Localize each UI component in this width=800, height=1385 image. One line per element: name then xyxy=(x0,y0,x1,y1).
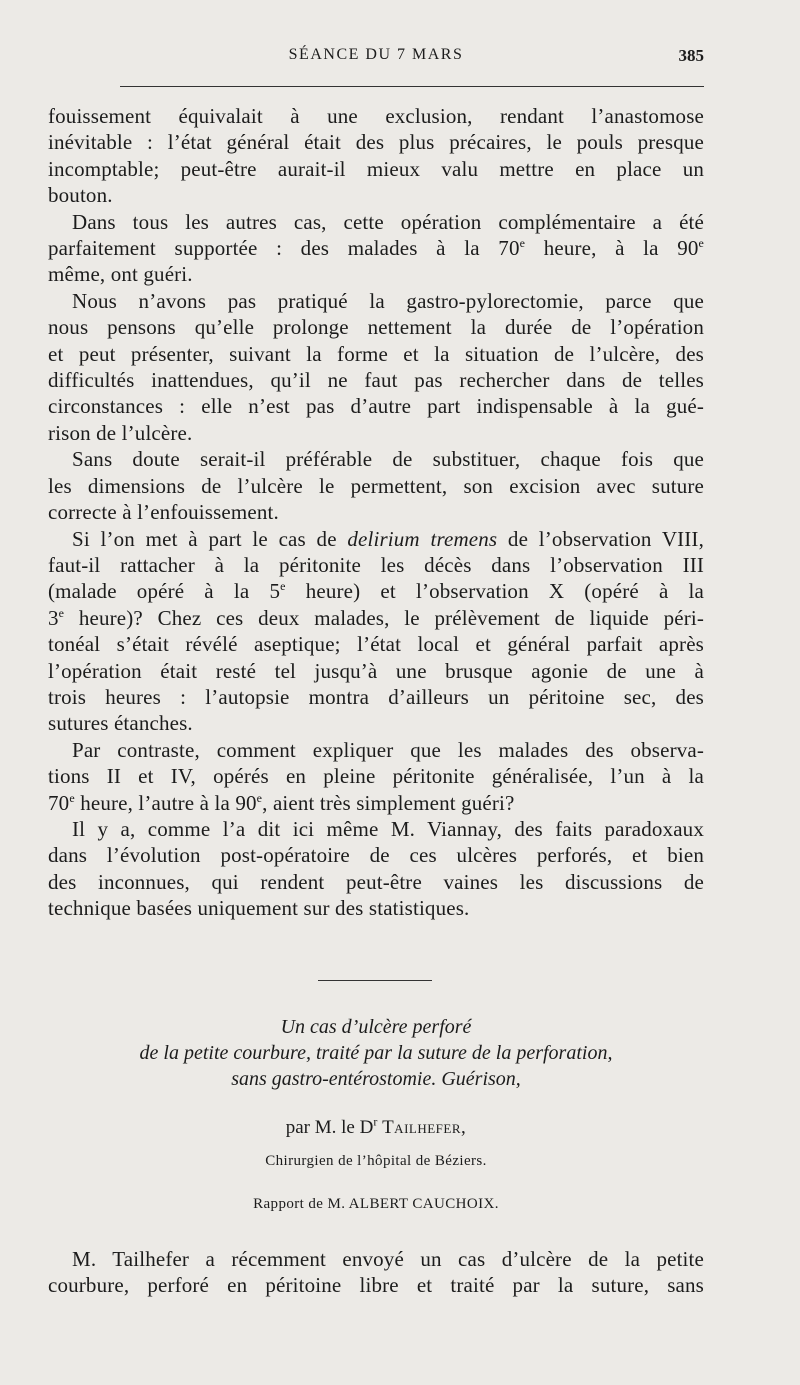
text-line: inévitable : l’état général était des plus précaires, le pouls presque xyxy=(48,130,704,155)
running-header xyxy=(48,46,704,72)
text-line: (malade opéré à la 5e heure) et l’observation X (opéré à la xyxy=(48,579,704,604)
text-line: parfaitement supportée : des malades à la 70e heure, à la 90e xyxy=(48,236,704,261)
paragraph-3 xyxy=(48,288,704,446)
title-line: de la petite courbure, traité par la suture de la perforation, xyxy=(139,1042,613,1064)
title-line: sans gastro-entérostomie. Guérison, xyxy=(231,1068,521,1090)
page-number: 385 xyxy=(678,46,704,65)
text-line: Par contraste, comment expliquer que les malades des observa- xyxy=(72,737,704,762)
text-line: Si l’on met à part le cas de delirium tremens de l’observation VIII, xyxy=(72,526,704,551)
paragraph-4 xyxy=(48,446,704,525)
text-line: tions II et IV, opérés en pleine péritonite généralisée, l’un à la xyxy=(48,764,704,789)
text-line: correcte à l’enfouissement. xyxy=(48,500,279,525)
text-line: difficultés inattendues, qu’il ne faut pas rechercher dans de telles xyxy=(48,368,704,393)
text-line: des inconnues, qui rendent peut-être vaines les discussions de xyxy=(48,869,704,894)
closing-text xyxy=(48,1246,704,1299)
text-line: dans l’évolution post-opératoire de ces ulcères perforés, et bien xyxy=(48,843,704,868)
text-line: et peut présenter, suivant la forme et la situation de l’ulcère, des xyxy=(48,341,704,366)
paragraph-1 xyxy=(48,103,704,209)
text-line: courbure, perforé en péritoine libre et traité par la suture, sans xyxy=(48,1273,704,1298)
text-line: faut-il rattacher à la péritonite les décès dans l’observation III xyxy=(48,552,704,577)
author-name: Tailhefer, xyxy=(382,1117,467,1138)
text-line: 3e heure)? Chez ces deux malades, le prélèvement de liquide péri- xyxy=(48,605,704,630)
header-rule xyxy=(120,86,704,87)
text-line: sutures étanches. xyxy=(48,711,193,736)
header-title: SÉANCE DU 7 MARS xyxy=(288,46,464,63)
author-byline: par M. le $D^r$ Tailhefer, xyxy=(285,1114,467,1138)
text-line: les dimensions de l’ulcère le permettent, son excision avec suture xyxy=(48,473,704,498)
paragraph-6 xyxy=(48,737,704,816)
text-line: nous pensons qu’elle prolonge nettement la durée de l’opération xyxy=(48,315,704,340)
text-line: circonstances : elle n’est pas d’autre part indispensable à la gué- xyxy=(48,394,704,419)
text-line: Nous n’avons pas pratiqué la gastro-pylorectomie, parce que xyxy=(72,288,704,313)
text-line: fouissement équivalait à une exclusion, rendant l’anastomose xyxy=(48,104,704,128)
text-line: l’opération était resté tel jusqu’à une brusque agonie de une à xyxy=(48,658,704,683)
text-line: Sans doute serait-il préférable de substituer, chaque fois que xyxy=(72,447,704,472)
text-line: technique basées uniquement sur des statistiques. xyxy=(48,896,470,921)
text-line: M. Tailhefer a récemment envoyé un cas d’ulcère de la petite xyxy=(72,1247,704,1271)
article-title xyxy=(48,1014,704,1092)
paragraph-5 xyxy=(48,526,704,737)
text-line: tonéal s’était révélé aseptique; l’état local et général parfait après xyxy=(48,632,704,657)
text-line: trois heures : l’autopsie montra d’ailleurs un péritoine sec, des xyxy=(48,684,704,709)
paragraph-8 xyxy=(48,1246,704,1299)
italic-term: delirium tremens xyxy=(347,526,498,551)
section-separator xyxy=(318,980,432,981)
body-text xyxy=(48,103,704,922)
paragraph-7 xyxy=(48,816,704,922)
paragraph-2 xyxy=(48,209,704,288)
text-line: 70e heure, l’autre à la 90e, aient très simplement guéri? xyxy=(48,790,515,815)
text-line: Dans tous les autres cas, cette opération complémentaire a été xyxy=(72,209,704,234)
text-line: même, ont guéri. xyxy=(48,262,193,287)
title-line: Un cas d’ulcère perforé xyxy=(280,1016,472,1038)
text-line: incomptable; peut-être aurait-il mieux valu mettre en place un xyxy=(48,156,704,181)
text-line: bouton. xyxy=(48,183,113,208)
text-line: rison de l’ulcère. xyxy=(48,420,193,445)
author-affiliation: Chirurgien de l’hôpital de Béziers. xyxy=(265,1153,487,1169)
report-line: Rapport de M. ALBERT CAUCHOIX. xyxy=(253,1196,499,1212)
text-line: Il y a, comme l’a dit ici même M. Viannay, des faits paradoxaux xyxy=(72,816,704,841)
